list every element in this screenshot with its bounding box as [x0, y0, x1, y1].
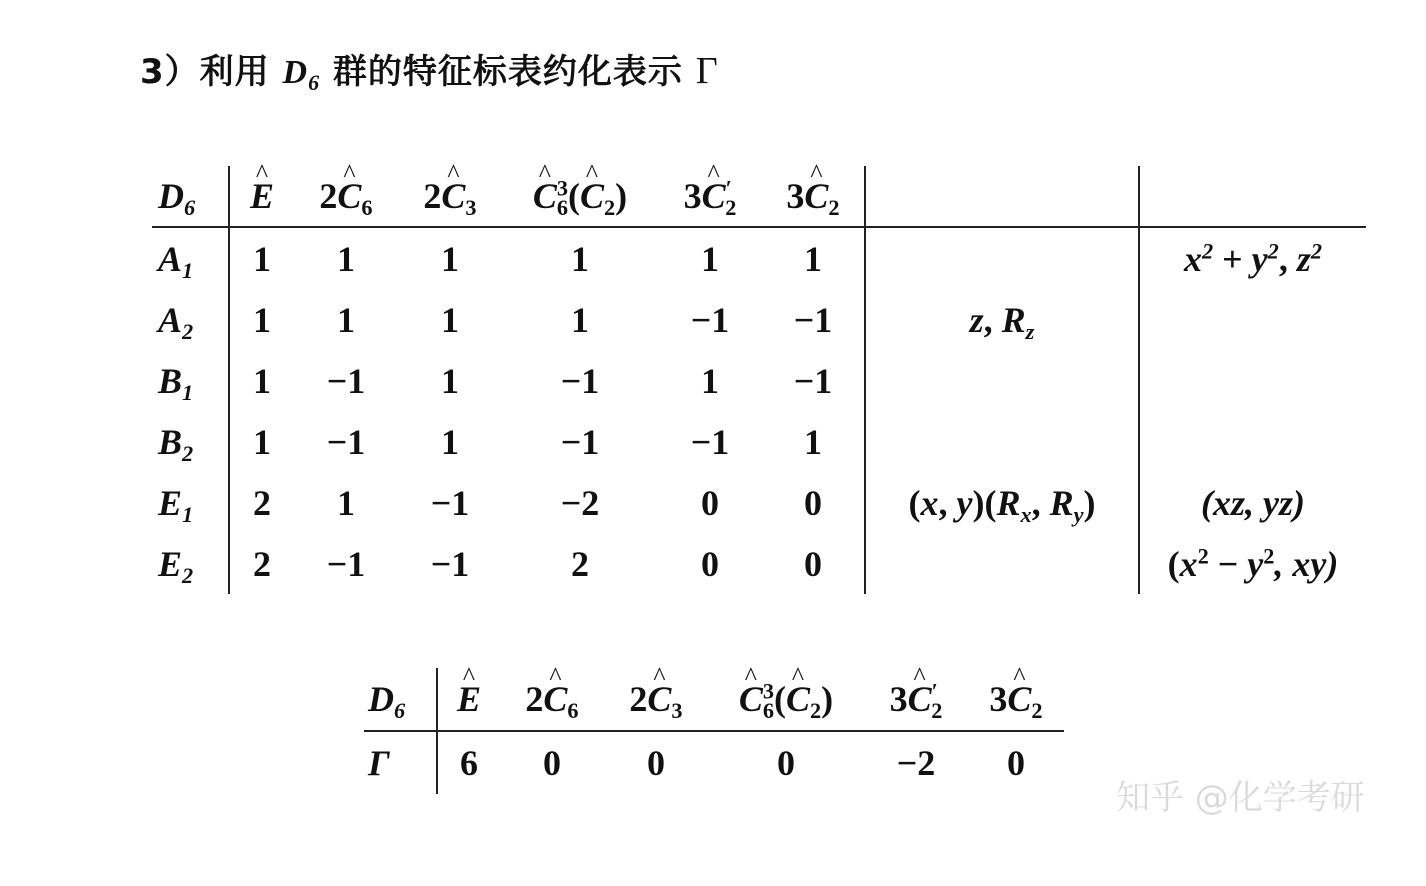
- char-cell: −1: [690, 421, 730, 462]
- quadratic-cell: $x^2 + y^2$, $z^2$: [1139, 227, 1366, 289]
- char-cell: −1: [793, 360, 833, 401]
- char-cell: −2: [560, 482, 600, 523]
- title-gamma: Γ: [695, 50, 719, 92]
- table-row: [152, 411, 1366, 472]
- irrep-label: $A_1$: [158, 238, 194, 283]
- char-cell: 6: [437, 731, 500, 794]
- char-cell: −2: [896, 743, 936, 783]
- class-2C3: 2^ $C_3$: [398, 166, 502, 227]
- class-3C2-prime: 3^ $C'_2$: [864, 668, 968, 731]
- class-E: ^ E: [229, 166, 294, 227]
- char-cell: −1: [430, 543, 470, 584]
- char-cell: 1: [229, 350, 294, 411]
- char-cell: 0: [804, 543, 822, 584]
- char-cell: 0: [804, 482, 822, 523]
- char-cell: 2: [229, 533, 294, 594]
- char-cell: 0: [647, 743, 665, 783]
- quadratic-cell: [1139, 289, 1366, 350]
- table-row: [364, 731, 1064, 794]
- class-2C6: 2^ $C_6$: [294, 166, 398, 227]
- char-cell: 1: [337, 299, 355, 340]
- table-row: [152, 227, 1366, 289]
- linear-cell: [865, 411, 1139, 472]
- class-3C2-prime: 3^ $C'_2$: [658, 166, 762, 227]
- irrep-label: $E_2$: [158, 543, 194, 588]
- char-cell: 0: [701, 543, 719, 584]
- class-3C2: 3^ $C_2$: [968, 668, 1064, 731]
- quadratic-header: [1139, 166, 1366, 227]
- section-title: [140, 44, 719, 96]
- table-row: [152, 533, 1366, 594]
- char-cell: −1: [326, 421, 366, 462]
- char-cell: 2: [571, 543, 589, 584]
- class-C6-cubed: ^ $C^3_6(\^{}$ $C_2$): [502, 166, 658, 227]
- title-suffix: 群的特征标表约化表示: [320, 52, 696, 92]
- char-cell: 1: [701, 360, 719, 401]
- class-2C3: 2^ $C_3$: [604, 668, 708, 731]
- character-table: [152, 166, 1366, 594]
- table-row: [152, 472, 1366, 533]
- character-table-header: [152, 166, 1366, 227]
- class-3C2: 3^ $C_2$: [762, 166, 865, 227]
- char-cell: −1: [430, 482, 470, 523]
- char-cell: −1: [560, 360, 600, 401]
- linear-cell: [865, 533, 1139, 594]
- linear-cell: [865, 350, 1139, 411]
- char-cell: −1: [793, 299, 833, 340]
- irrep-label: $A_2$: [158, 299, 194, 344]
- char-cell: 0: [701, 482, 719, 523]
- char-cell: 1: [441, 299, 459, 340]
- char-cell: 2: [229, 472, 294, 533]
- table-row: [152, 289, 1366, 350]
- linear-header: [865, 166, 1139, 227]
- linear-cell: (x, $y)(R_x$, $R_y$): [865, 472, 1139, 533]
- char-cell: −1: [326, 360, 366, 401]
- irrep-label: $B_2$: [158, 421, 194, 466]
- class-E: ^ E: [437, 668, 500, 731]
- char-cell: 1: [571, 238, 589, 279]
- char-cell: 0: [1007, 743, 1025, 783]
- char-cell: 1: [804, 238, 822, 279]
- irrep-label: $E_1$: [158, 482, 194, 527]
- gamma-label: Γ: [368, 743, 390, 783]
- quadratic-cell: [1139, 350, 1366, 411]
- char-cell: 1: [229, 411, 294, 472]
- char-cell: 1: [441, 421, 459, 462]
- char-cell: −1: [560, 421, 600, 462]
- char-cell: 1: [229, 289, 294, 350]
- group-label: $D_6$: [364, 668, 437, 731]
- linear-cell: z, $R_z$: [865, 289, 1139, 350]
- reducible-representation-table: [364, 668, 1064, 794]
- quadratic-cell: [1139, 411, 1366, 472]
- char-cell: 1: [804, 421, 822, 462]
- char-cell: 1: [337, 238, 355, 279]
- char-cell: 0: [543, 743, 561, 783]
- char-cell: 1: [229, 227, 294, 289]
- irrep-label: $B_1$: [158, 360, 194, 405]
- quadratic-cell: (xz, yz): [1139, 472, 1366, 533]
- title-group: $D_6$: [282, 54, 321, 96]
- char-cell: 1: [441, 360, 459, 401]
- char-cell: 1: [701, 238, 719, 279]
- watermark: 知乎 @化学考研: [1116, 778, 1365, 818]
- char-cell: 0: [777, 743, 795, 783]
- title-prefix: 3）利用: [140, 52, 283, 92]
- linear-cell: [865, 227, 1139, 289]
- reducible-table-header: [364, 668, 1064, 731]
- char-cell: −1: [326, 543, 366, 584]
- char-cell: −1: [690, 299, 730, 340]
- group-label: $D_6$: [152, 166, 229, 227]
- class-C6-cubed: ^ $C^3_6(\^{}$ $C_2$): [708, 668, 864, 731]
- char-cell: 1: [571, 299, 589, 340]
- class-2C6: 2^ $C_6$: [500, 668, 604, 731]
- table-row: [152, 350, 1366, 411]
- char-cell: 1: [337, 482, 355, 523]
- quadratic-cell: ($x^2 - y^2$, xy): [1139, 533, 1366, 594]
- char-cell: 1: [441, 238, 459, 279]
